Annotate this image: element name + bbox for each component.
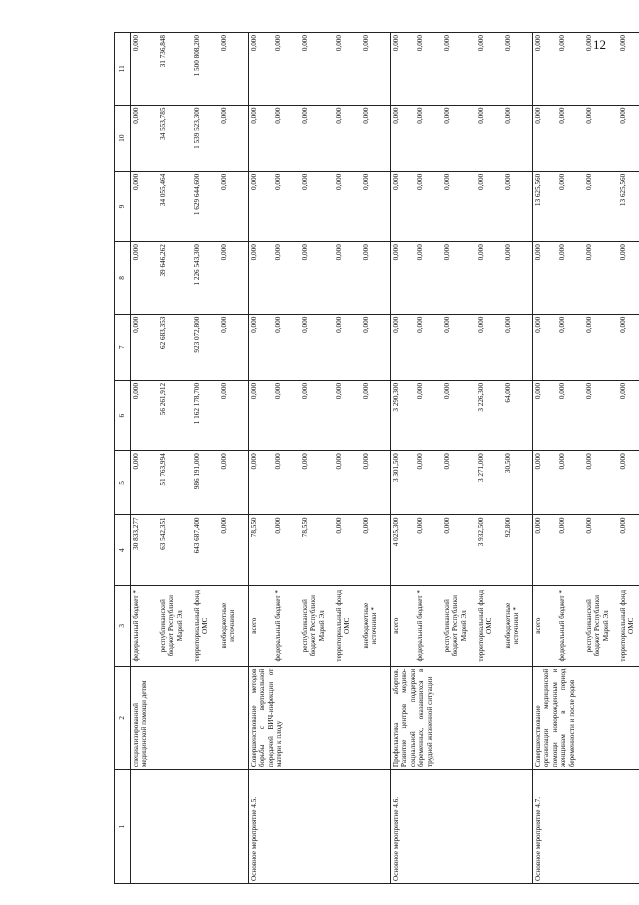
amount-value: 0,000 xyxy=(476,173,485,190)
amount-value: 0,000 xyxy=(219,35,228,52)
amount-value: 0,000 xyxy=(334,173,343,190)
funding-source-label: территориальный фонд ОМС xyxy=(192,589,210,662)
amount-value: 0,000 xyxy=(557,517,566,534)
amount-value: 0,000 xyxy=(503,107,512,124)
amount-value: 0,000 xyxy=(131,244,140,261)
amount-value: 0,000 xyxy=(533,517,542,534)
amount-value: 64,000 xyxy=(503,382,512,403)
amount-value: 0,000 xyxy=(219,453,228,470)
measure-name-cell: Основное мероприятие 4.7. xyxy=(532,770,639,884)
amount-value: 4 025,300 xyxy=(391,517,400,547)
amount-value: 0,000 xyxy=(584,517,593,534)
amount-value: 0,000 xyxy=(442,517,451,534)
funding-source-label: федеральный бюджет * xyxy=(415,589,424,662)
header-cell: 11 xyxy=(115,33,131,106)
amount-value: 0,000 xyxy=(503,244,512,261)
amount-value: 0,000 xyxy=(415,453,424,470)
amount-value: 0,000 xyxy=(361,453,370,470)
amount-value: 0,000 xyxy=(391,35,400,52)
funding-source-label: федеральный бюджет * xyxy=(131,589,140,662)
amount-value: 0,000 xyxy=(442,173,451,190)
amount-value: 0,000 xyxy=(391,173,400,190)
value-cell xyxy=(248,451,390,515)
amount-value: 0,000 xyxy=(219,107,228,124)
amount-value: 0,000 xyxy=(131,107,140,124)
value-cell xyxy=(248,171,390,241)
page-number: 12 xyxy=(593,37,606,52)
amount-value: 0,000 xyxy=(334,382,343,400)
header-cell: 2 xyxy=(115,666,131,770)
amount-value: 0,000 xyxy=(131,35,140,52)
value-cell xyxy=(248,105,390,171)
amount-value: 0,000 xyxy=(300,382,309,400)
amount-value: 1 539 523,300 xyxy=(192,107,201,149)
amount-value: 39 646,262 xyxy=(158,244,167,277)
amount-value: 0,000 xyxy=(442,244,451,261)
amount-value: 30 833,277 xyxy=(131,517,140,550)
value-cell xyxy=(532,451,639,515)
value-cell xyxy=(130,33,248,106)
amount-value: 0,000 xyxy=(584,173,593,190)
funding-source-label: внебюджетные источники * xyxy=(361,602,379,649)
amount-value: 92,800 xyxy=(503,517,512,538)
value-cell xyxy=(248,242,390,314)
funding-source-label: федеральный бюджет * xyxy=(557,589,566,662)
amount-value: 0,000 xyxy=(557,316,566,333)
amount-value: 34 055,464 xyxy=(158,173,167,207)
amount-value: 0,000 xyxy=(249,244,258,261)
amount-value: 0,000 xyxy=(249,35,258,52)
amount-value: 3 271,000 xyxy=(476,453,485,483)
value-cell xyxy=(130,380,248,450)
amount-value: 0,000 xyxy=(442,316,451,333)
funding-source-cell xyxy=(532,585,639,666)
amount-value: 0,000 xyxy=(415,382,424,400)
amount-value: 78,550 xyxy=(300,517,309,538)
measure-description-cell: специализированной медицинской помощи детям xyxy=(130,666,248,770)
value-cell xyxy=(532,515,639,585)
amount-value: 0,000 xyxy=(415,173,424,190)
amount-value: 0,000 xyxy=(334,35,343,52)
amount-value: 0,000 xyxy=(557,453,566,470)
amount-value: 0,000 xyxy=(618,517,627,534)
amount-value: 1 629 644,600 xyxy=(192,173,201,216)
funding-source-cell xyxy=(130,585,248,666)
amount-value: 51 763,994 xyxy=(158,453,167,486)
value-cell xyxy=(532,380,639,450)
budget-table xyxy=(114,32,639,884)
amount-value: 0,000 xyxy=(442,382,451,400)
funding-source-label: республиканский бюджет Республики Марий Эл xyxy=(584,595,610,657)
amount-value: 0,000 xyxy=(584,107,593,124)
amount-value: 0,000 xyxy=(334,517,343,534)
header-row xyxy=(115,33,131,884)
amount-value: 0,000 xyxy=(476,107,485,124)
value-cell xyxy=(390,33,532,106)
amount-value: 0,000 xyxy=(584,35,593,52)
amount-value: 0,000 xyxy=(131,173,140,190)
funding-source-label: республиканский бюджет Республики Марий Эл xyxy=(442,595,468,657)
funding-source-label: всего xyxy=(533,617,542,634)
amount-value: 0,000 xyxy=(219,382,228,400)
amount-value: 0,000 xyxy=(415,244,424,261)
funding-source-label: республиканский бюджет Республики Марий Эл xyxy=(300,595,326,657)
amount-value: 986 191,000 xyxy=(192,453,201,490)
value-cell xyxy=(130,451,248,515)
value-cell xyxy=(532,33,639,106)
amount-value: 0,000 xyxy=(219,244,228,261)
funding-source-label: территориальный фонд ОМС xyxy=(618,589,636,662)
amount-value: 0,000 xyxy=(361,173,370,190)
header-cell: 8 xyxy=(115,242,131,314)
amount-value: 0,000 xyxy=(557,244,566,261)
measure-name-cell xyxy=(130,770,248,884)
amount-value: 0,000 xyxy=(533,453,542,470)
value-cell xyxy=(130,314,248,380)
amount-value: 0,000 xyxy=(361,35,370,52)
amount-value: 0,000 xyxy=(131,316,140,333)
amount-value: 0,000 xyxy=(273,316,282,333)
table-row xyxy=(532,33,639,884)
amount-value: 0,000 xyxy=(361,107,370,124)
value-cell xyxy=(532,242,639,314)
amount-value: 0,000 xyxy=(476,316,485,333)
amount-value: 13 625,560 xyxy=(618,173,627,207)
amount-value: 0,000 xyxy=(391,244,400,261)
amount-value: 0,000 xyxy=(361,382,370,400)
value-cell xyxy=(130,515,248,585)
amount-value: 0,000 xyxy=(273,453,282,470)
header-cell: 10 xyxy=(115,105,131,171)
value-cell xyxy=(532,171,639,241)
amount-value: 0,000 xyxy=(476,244,485,261)
header-cell: 1 xyxy=(115,770,131,884)
amount-value: 0,000 xyxy=(618,107,627,124)
amount-value: 0,000 xyxy=(334,244,343,261)
amount-value: 0,000 xyxy=(219,316,228,333)
amount-value: 56 261,912 xyxy=(158,382,167,416)
amount-value: 0,000 xyxy=(557,35,566,52)
table-row xyxy=(390,33,532,884)
measure-description-cell: Профилактика абортов. Развитие центров медико-социальной поддержки беременных, оказавшихся в трудной жизненной ситуации xyxy=(390,666,532,770)
funding-source-label: территориальный фонд ОМС xyxy=(334,589,352,662)
amount-value: 0,000 xyxy=(300,244,309,261)
amount-value: 0,000 xyxy=(618,382,627,400)
value-cell xyxy=(130,171,248,241)
value-cell xyxy=(390,242,532,314)
measure-name-cell: Основное мероприятие 4.6. xyxy=(390,770,532,884)
amount-value: 0,000 xyxy=(442,453,451,470)
value-cell xyxy=(248,515,390,585)
header-cell: 5 xyxy=(115,451,131,515)
amount-value: 0,000 xyxy=(273,173,282,190)
amount-value: 0,000 xyxy=(131,453,140,470)
amount-value: 0,000 xyxy=(557,173,566,190)
amount-value: 31 736,848 xyxy=(158,35,167,68)
funding-source-label: внебюджетные источники xyxy=(219,602,237,649)
amount-value: 0,000 xyxy=(334,453,343,470)
header-cell: 6 xyxy=(115,380,131,450)
amount-value: 0,000 xyxy=(131,382,140,400)
table-row xyxy=(130,33,248,884)
amount-value: 0,000 xyxy=(584,453,593,470)
amount-value: 0,000 xyxy=(584,316,593,333)
amount-value: 0,000 xyxy=(618,316,627,333)
header-cell: 7 xyxy=(115,314,131,380)
value-cell xyxy=(130,105,248,171)
amount-value: 0,000 xyxy=(584,244,593,261)
amount-value: 0,000 xyxy=(361,244,370,261)
value-cell xyxy=(248,33,390,106)
amount-value: 0,000 xyxy=(442,35,451,52)
funding-source-label: республиканский бюджет Республики Марий Эл xyxy=(158,595,184,657)
amount-value: 0,000 xyxy=(533,244,542,261)
funding-source-label: внебюджетные источники * xyxy=(503,602,521,649)
value-cell xyxy=(390,314,532,380)
amount-value: 63 542,351 xyxy=(158,517,167,550)
value-cell xyxy=(130,242,248,314)
amount-value: 0,000 xyxy=(219,173,228,190)
amount-value: 0,000 xyxy=(442,107,451,124)
amount-value: 0,000 xyxy=(334,107,343,124)
amount-value: 0,000 xyxy=(273,517,282,534)
amount-value: 0,000 xyxy=(415,316,424,333)
value-cell xyxy=(532,314,639,380)
amount-value: 0,000 xyxy=(249,173,258,190)
amount-value: 13 625,560 xyxy=(533,173,542,207)
amount-value: 0,000 xyxy=(391,107,400,124)
amount-value: 0,000 xyxy=(533,382,542,400)
amount-value: 643 687,400 xyxy=(192,517,201,554)
measure-name-cell: Основное мероприятие 4.5. xyxy=(248,770,390,884)
amount-value: 3 301,500 xyxy=(391,453,400,483)
amount-value: 0,000 xyxy=(334,316,343,333)
amount-value: 0,000 xyxy=(361,316,370,333)
amount-value: 1 162 178,700 xyxy=(192,382,201,425)
amount-value: 1 500 808,200 xyxy=(192,35,201,77)
amount-value: 34 553,785 xyxy=(158,107,167,140)
funding-source-cell xyxy=(248,585,390,666)
amount-value: 0,000 xyxy=(300,453,309,470)
amount-value: 923 072,800 xyxy=(192,316,201,353)
value-cell xyxy=(390,171,532,241)
amount-value: 0,000 xyxy=(415,517,424,534)
amount-value: 0,000 xyxy=(503,316,512,333)
amount-value: 0,000 xyxy=(557,382,566,400)
measure-description-cell: Совершенствование организации медицинской помощи новорожденным и женщинам в период беременности и после родов xyxy=(532,666,639,770)
amount-value: 0,000 xyxy=(273,35,282,52)
amount-value: 0,000 xyxy=(618,35,627,52)
amount-value: 0,000 xyxy=(300,316,309,333)
header-cell: 3 xyxy=(115,585,131,666)
table-row xyxy=(248,33,390,884)
amount-value: 0,000 xyxy=(249,107,258,124)
amount-value: 3 290,300 xyxy=(391,382,400,412)
amount-value: 3 932,500 xyxy=(476,517,485,547)
header-cell: 9 xyxy=(115,171,131,241)
measure-description-cell: Совершенствование методов борьбы с вертикальной передачей ВИЧ-инфекции от матери к плоду xyxy=(248,666,390,770)
amount-value: 0,000 xyxy=(503,35,512,52)
amount-value: 0,000 xyxy=(273,244,282,261)
amount-value: 30,500 xyxy=(503,453,512,474)
amount-value: 62 683,353 xyxy=(158,316,167,349)
amount-value: 0,000 xyxy=(533,35,542,52)
funding-source-label: всего xyxy=(249,617,258,634)
amount-value: 0,000 xyxy=(618,453,627,470)
amount-value: 0,000 xyxy=(249,382,258,400)
amount-value: 0,000 xyxy=(273,107,282,124)
amount-value: 0,000 xyxy=(415,35,424,52)
amount-value: 0,000 xyxy=(584,382,593,400)
value-cell xyxy=(248,314,390,380)
amount-value: 0,000 xyxy=(533,107,542,124)
value-cell xyxy=(390,515,532,585)
amount-value: 0,000 xyxy=(557,107,566,124)
amount-value: 0,000 xyxy=(300,107,309,124)
value-cell xyxy=(532,105,639,171)
funding-source-cell xyxy=(390,585,532,666)
value-cell xyxy=(390,451,532,515)
amount-value: 0,000 xyxy=(273,382,282,400)
value-cell xyxy=(390,105,532,171)
amount-value: 0,000 xyxy=(476,35,485,52)
value-cell xyxy=(390,380,532,450)
funding-source-label: территориальный фонд ОМС xyxy=(476,589,494,662)
amount-value: 78,550 xyxy=(249,517,258,538)
amount-value: 0,000 xyxy=(533,316,542,333)
header-cell: 4 xyxy=(115,515,131,585)
funding-source-label: федеральный бюджет * xyxy=(273,589,282,662)
amount-value: 0,000 xyxy=(391,316,400,333)
amount-value: 0,000 xyxy=(219,517,228,534)
amount-value: 0,000 xyxy=(249,316,258,333)
amount-value: 3 226,300 xyxy=(476,382,485,412)
value-cell xyxy=(248,380,390,450)
amount-value: 0,000 xyxy=(415,107,424,124)
amount-value: 0,000 xyxy=(503,173,512,190)
rotated-table-container xyxy=(114,32,636,884)
amount-value: 0,000 xyxy=(249,453,258,470)
amount-value: 0,000 xyxy=(300,173,309,190)
amount-value: 0,000 xyxy=(300,35,309,52)
amount-value: 0,000 xyxy=(618,244,627,261)
amount-value: 1 226 543,300 xyxy=(192,244,201,286)
amount-value: 0,000 xyxy=(361,517,370,534)
funding-source-label: всего xyxy=(391,617,400,634)
